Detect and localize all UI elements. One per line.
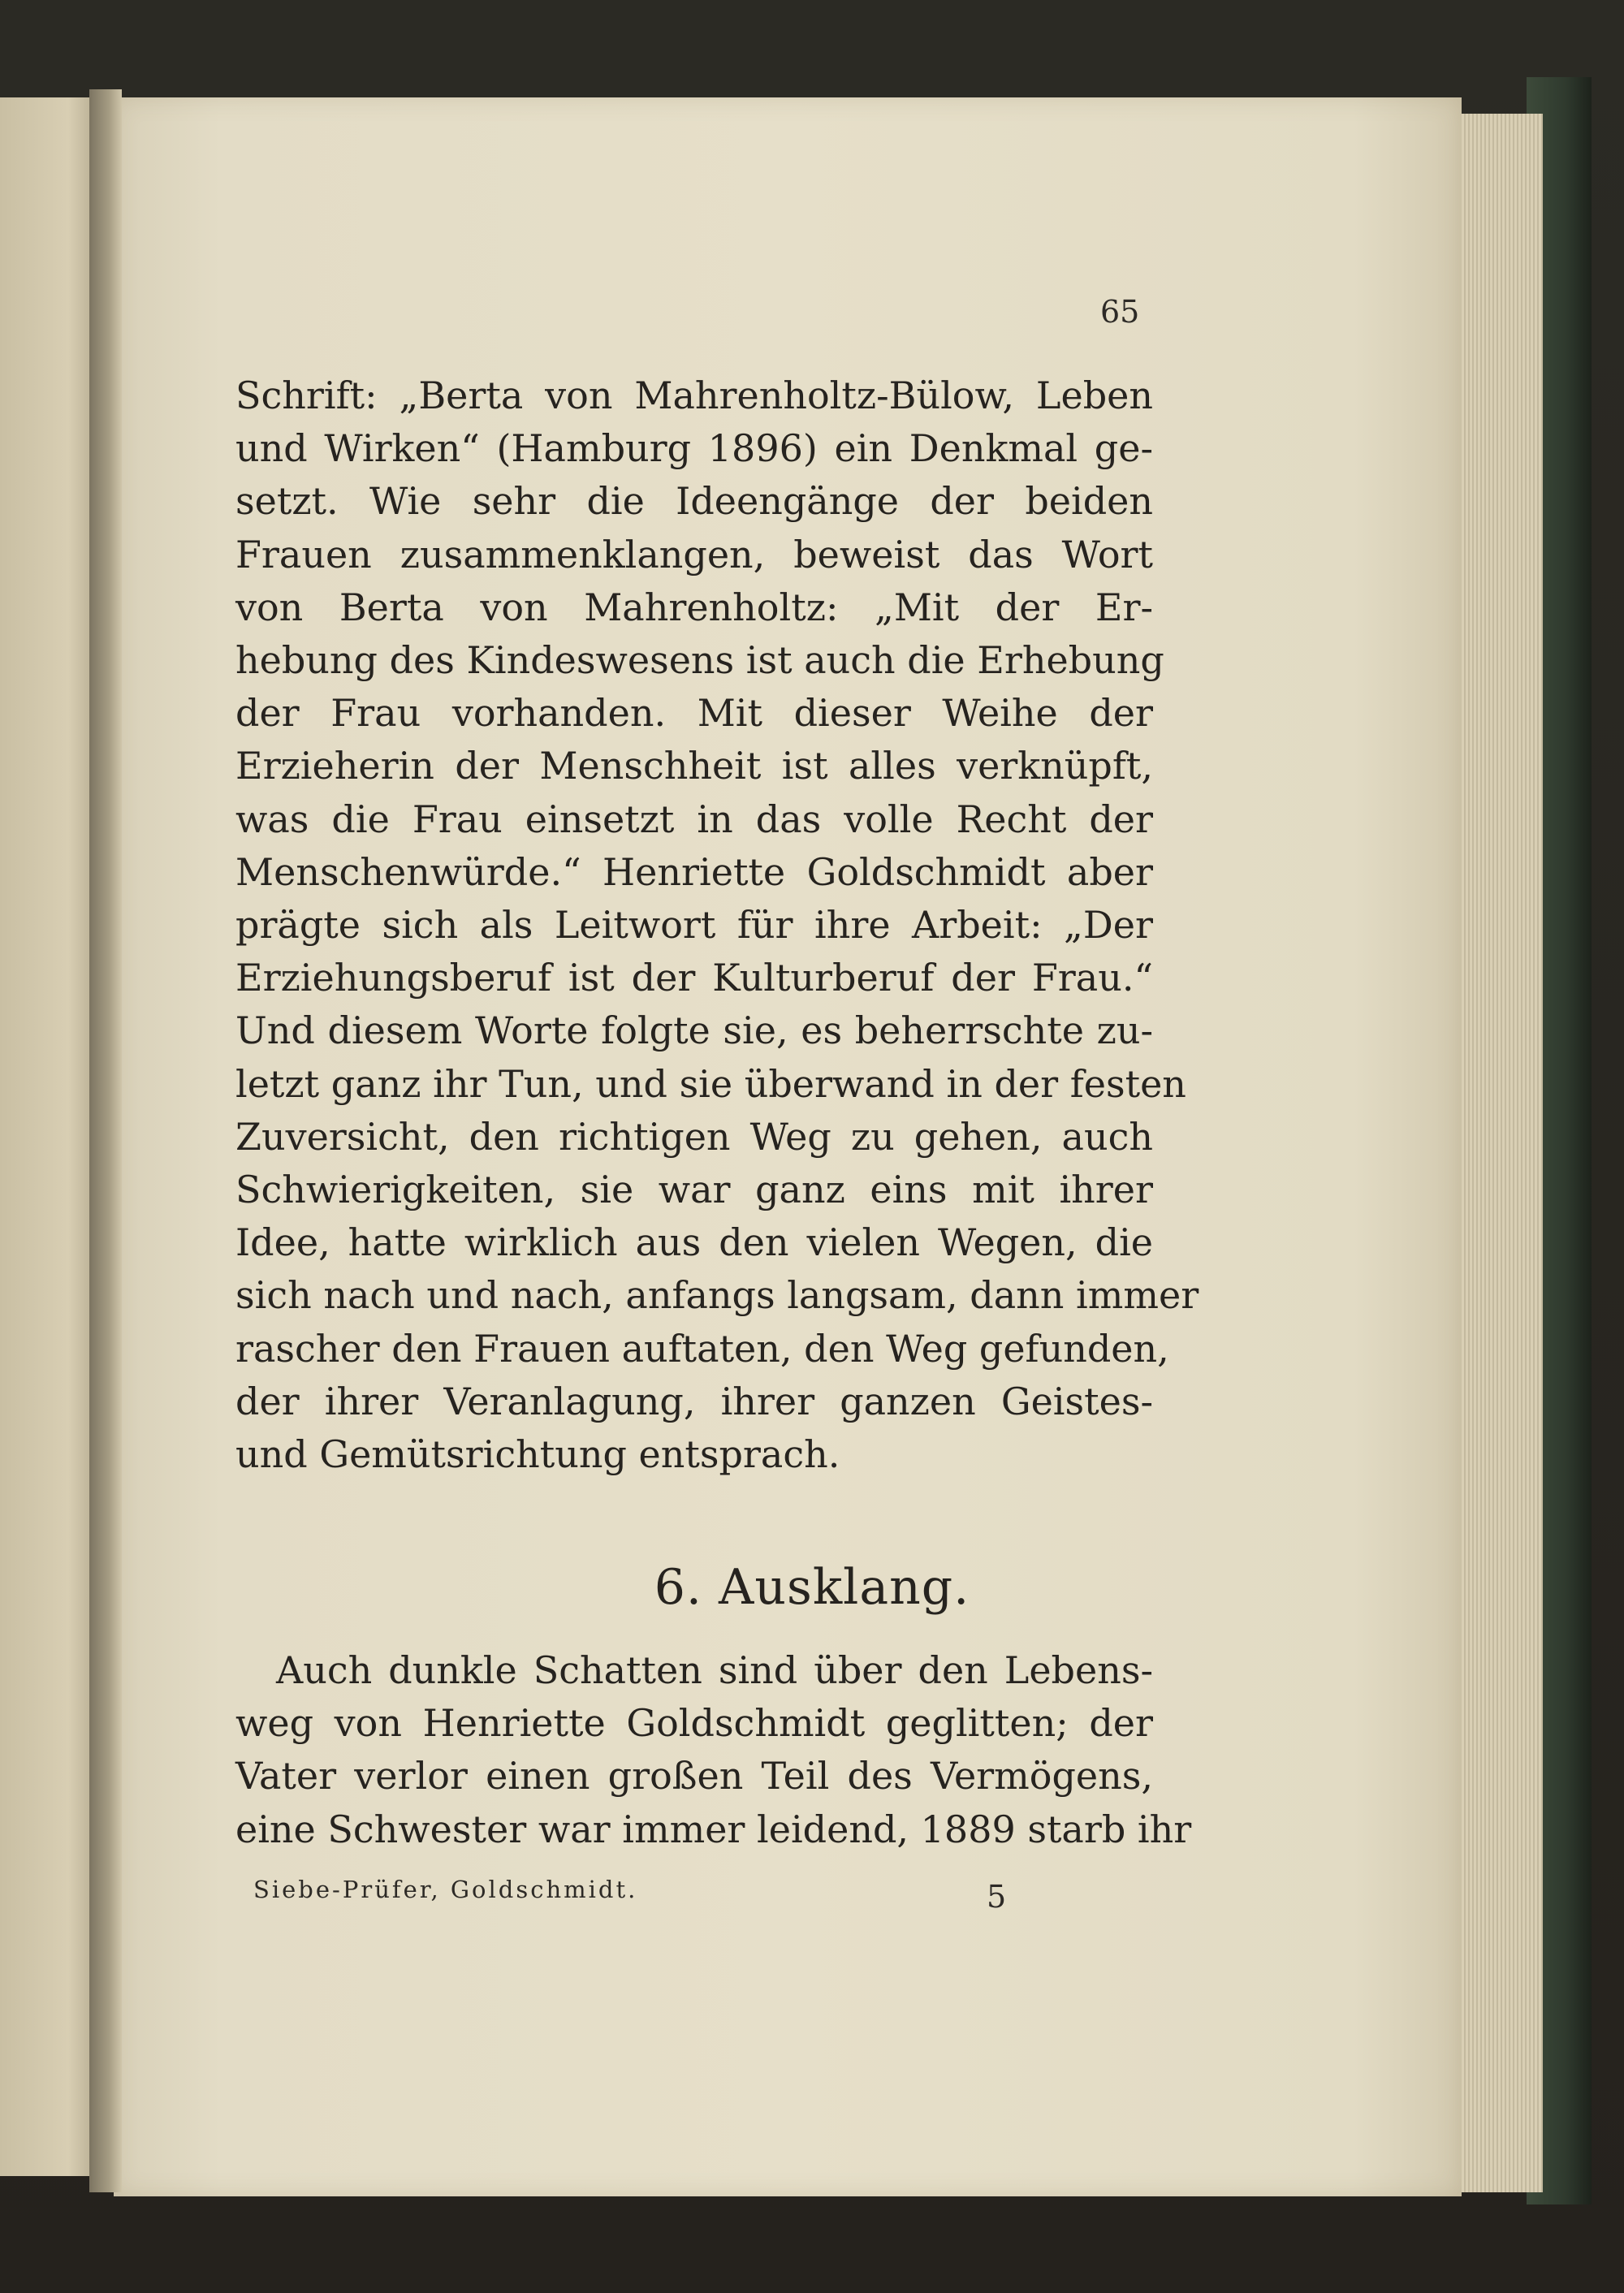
text-line: Auch dunkle Schatten sind über den Lebens- (276, 1648, 1153, 1692)
text-line: Schrift: „Berta von Mahrenholtz-Bülow, Leben (235, 374, 1153, 417)
text-line: rascher den Frauen auftaten, den Weg gefunden, (235, 1326, 1169, 1371)
footer-signature: Siebe-Prüfer, Goldschmidt. (253, 1876, 638, 1903)
section-heading: 6. Ausklang. (654, 1559, 970, 1616)
text-line: Frauen zusammenklangen, beweist das Wort (235, 532, 1153, 576)
text-line: der ihrer Veranlagung, ihrer ganzen Geistes- (235, 1379, 1153, 1423)
text-line: und Wirken“ (Hamburg 1896) ein Denkmal ge- (235, 426, 1153, 471)
text-line: hebung des Kindeswesens ist auch die Erhebung (235, 638, 1164, 683)
text-line: was die Frau einsetzt in das volle Recht der (235, 797, 1153, 841)
footer-sheet-number: 5 (987, 1879, 1007, 1915)
paragraph-1 (235, 369, 1199, 1481)
text-line: setzt. Wie sehr die Ideengänge der beiden (235, 479, 1153, 524)
text-line: sich nach und nach, anfangs langsam, dann immer (235, 1273, 1199, 1318)
text-line: und Gemütsrichtung entsprach. (235, 1432, 840, 1477)
text-line: Erzieherin der Menschheit ist alles verknüpft, (235, 744, 1153, 788)
text-line: weg von Henriette Goldschmidt geglitten; der (235, 1701, 1153, 1746)
text-line: Menschenwürde.“ Henriette Goldschmidt aber (235, 849, 1153, 894)
text-line: Und diesem Worte folgte sie, es beherrschte zu- (235, 1008, 1153, 1053)
text-line: Schwierigkeiten, sie war ganz eins mit ihrer (235, 1168, 1153, 1212)
book-gutter (89, 89, 122, 2192)
text-line: Idee, hatte wirklich aus den vielen Wegen, die (235, 1220, 1153, 1265)
text-line: eine Schwester war immer leidend, 1889 starb ihr (235, 1807, 1192, 1851)
text-line: prägte sich als Leitwort für ihre Arbeit: „Der (235, 903, 1153, 948)
text-line: letzt ganz ihr Tun, und sie überwand in der festen (235, 1061, 1186, 1106)
text-line: von Berta von Mahrenholtz: „Mit der Er- (235, 585, 1153, 629)
text-line: Vater verlor einen großen Teil des Vermögens, (235, 1754, 1153, 1799)
paragraph-2 (235, 1644, 1192, 1856)
text-line: Erziehungsberuf ist der Kulturberuf der Frau.“ (235, 956, 1153, 1000)
page-stack-edges (1453, 114, 1543, 2192)
previous-page-edge (0, 97, 102, 2176)
text-line: Zuversicht, den richtigen Weg zu gehen, auch (235, 1114, 1153, 1159)
text-line: der Frau vorhanden. Mit dieser Weihe der (235, 691, 1153, 736)
page-number: 65 (1100, 294, 1140, 330)
